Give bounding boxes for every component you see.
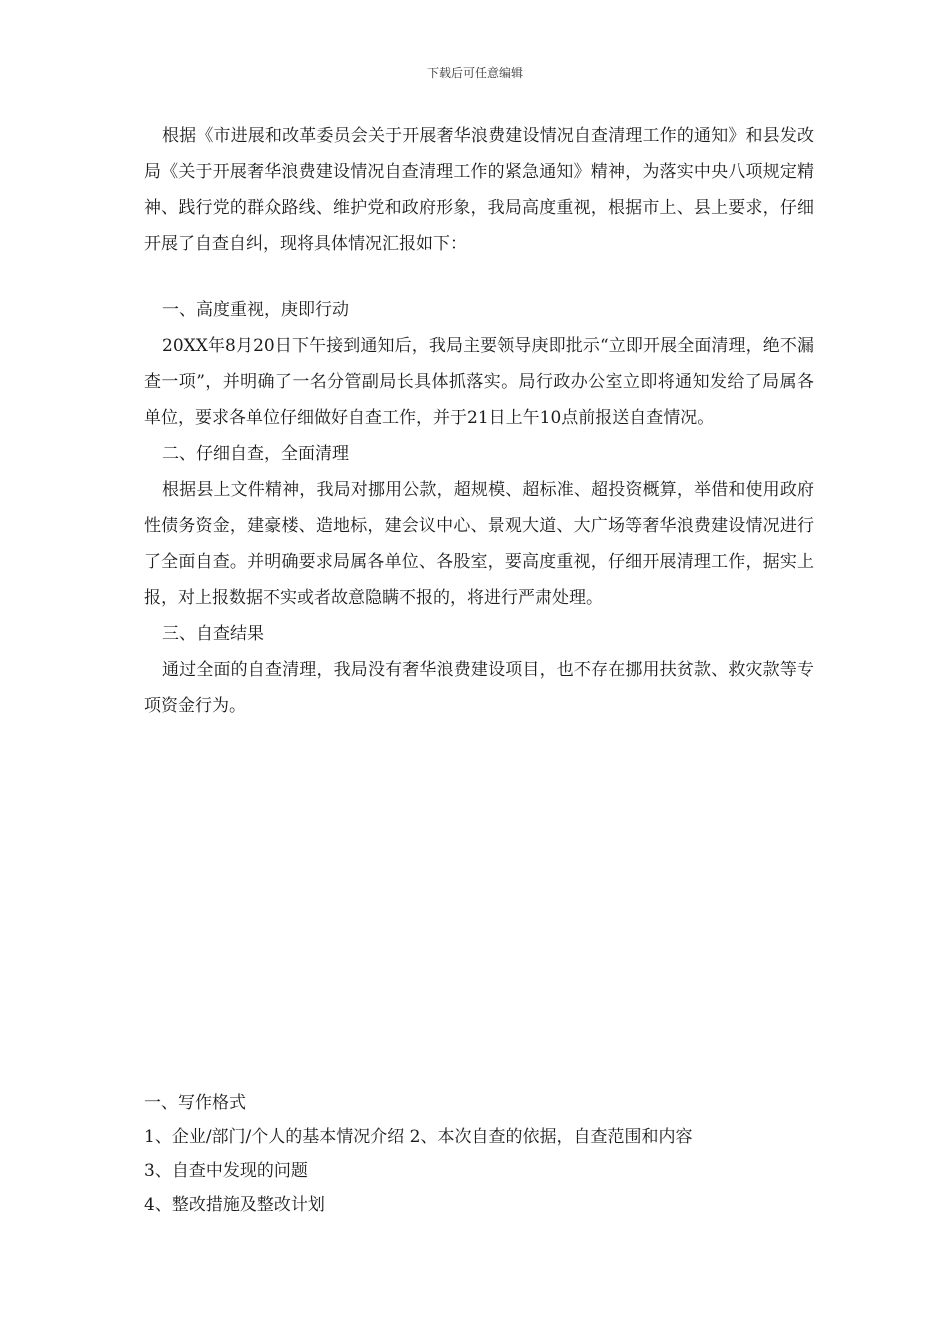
section-1-heading: 一、高度重视，庚即行动 xyxy=(162,300,349,320)
page-header: 下载后可任意编辑 xyxy=(426,66,523,80)
intro-paragraph: 根据《市进展和改革委员会关于开展奢华浪费建设情况自查清理工作的通知》和县发改局《关于开展奢华浪费建设情况自查清理工作的紧急通知》精神，为落实中央八项规定精神、践行党的群众路线、维护党和政府形象，我局高度重视，根据市上、县上要求，仔细开展了自查自纠，现将具体情况汇报如下： xyxy=(144,126,814,254)
spacer xyxy=(144,262,814,292)
format-item: 1、企业/部门/个人的基本情况介绍 2、本次自查的依据，自查范围和内容 xyxy=(144,1127,693,1147)
format-item: 4、整改措施及整改计划 xyxy=(144,1195,325,1215)
section-2-heading: 二、仔细自查，全面清理 xyxy=(162,444,349,464)
document-body xyxy=(144,118,814,724)
section-1-body: 20XX年8月20日下午接到通知后，我局主要领导庚即批示“立即开展全面清理，绝不漏查一项”，并明确了一名分管副局长具体抓落实。局行政办公室立即将通知发给了局属各单位，要求各单位仔细做好自查工作，并于21日上午10点前报送自查情况。 xyxy=(144,336,814,428)
writing-format-section xyxy=(144,1086,814,1222)
format-title: 一、写作格式 xyxy=(144,1093,246,1113)
format-item: 3、自查中发现的问题 xyxy=(144,1161,308,1181)
section-2-body: 根据县上文件精神，我局对挪用公款，超规模、超标准、超投资概算，举借和使用政府性债务资金，建豪楼、造地标，建会议中心、景观大道、大广场等奢华浪费建设情况进行了全面自查。并明确要求局属各单位、各股室，要高度重视，仔细开展清理工作，据实上报，对上报数据不实或者故意隐瞒不报的，将进行严肃处理。 xyxy=(144,480,814,608)
section-3-body: 通过全面的自查清理，我局没有奢华浪费建设项目，也不存在挪用扶贫款、救灾款等专项资金行为。 xyxy=(144,660,814,716)
section-3-heading: 三、自查结果 xyxy=(162,624,264,644)
